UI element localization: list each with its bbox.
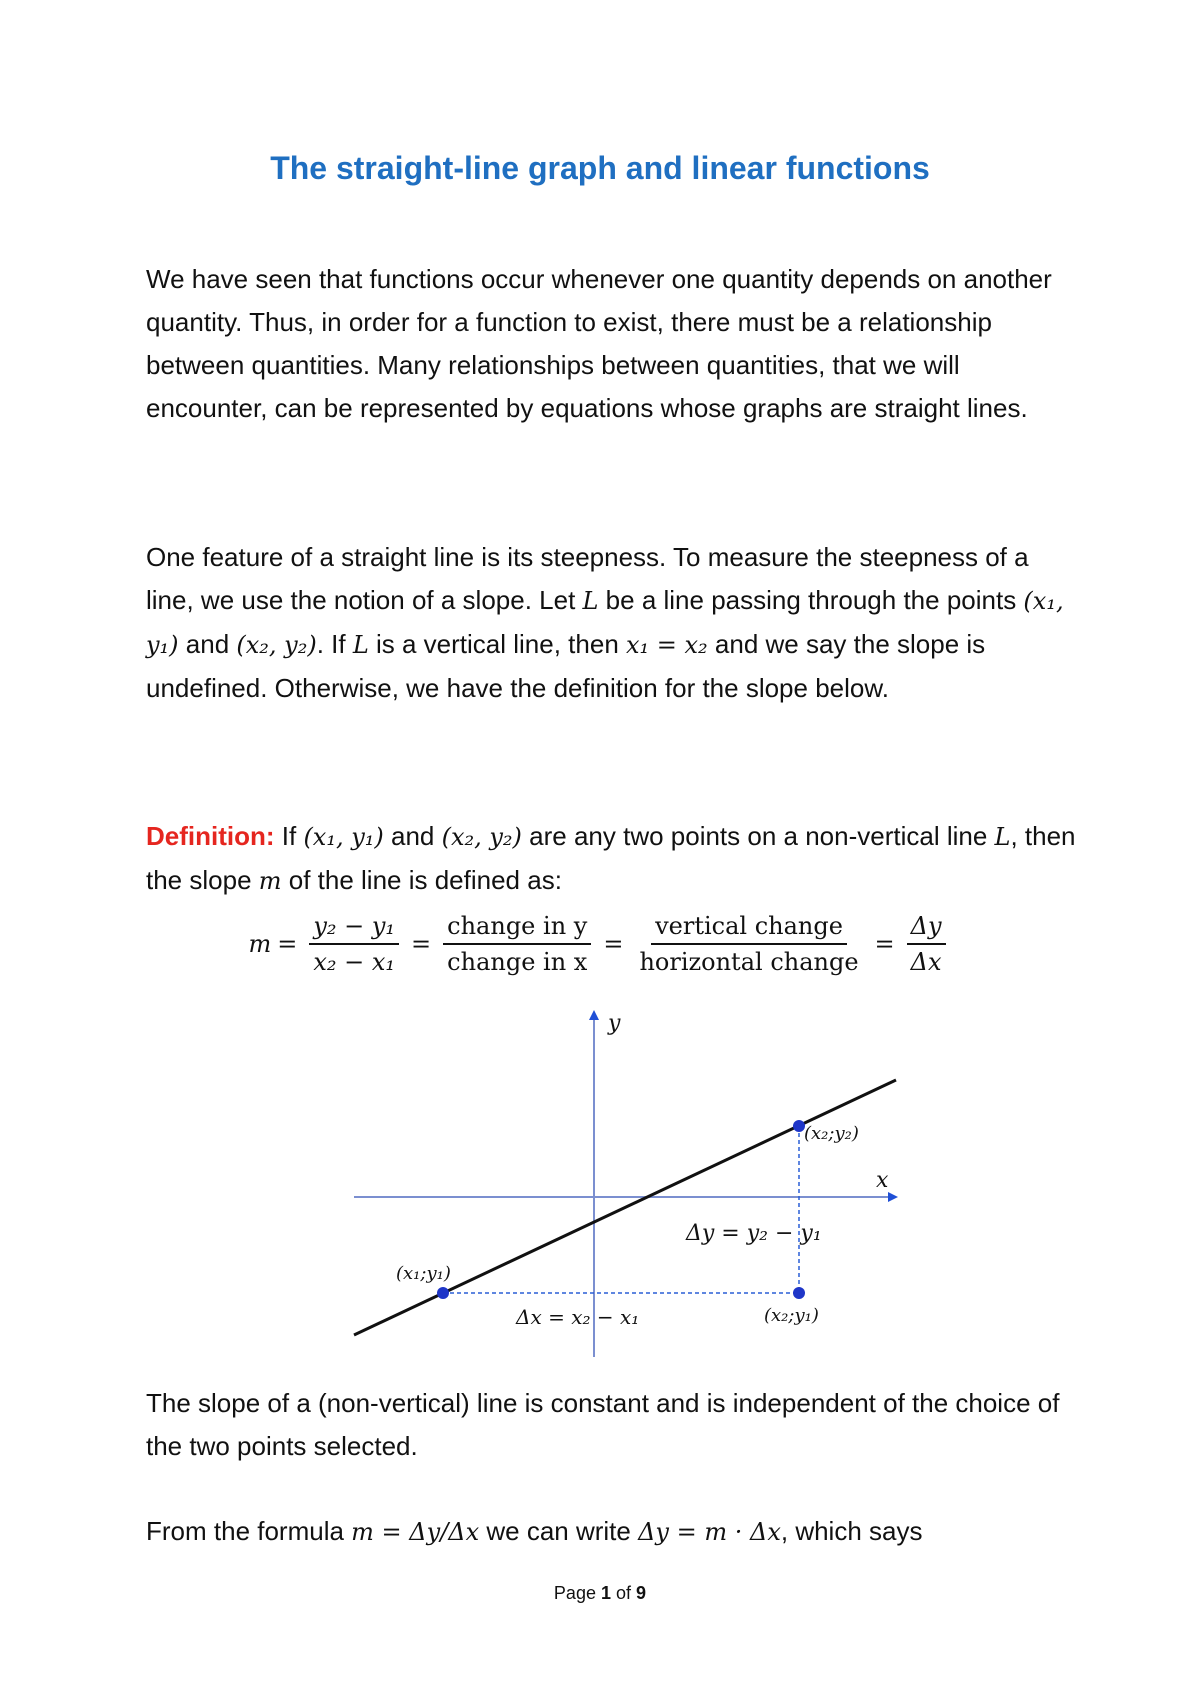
point-2-label: (x₂;y₂) xyxy=(804,1123,859,1144)
corner-point-marker xyxy=(793,1287,805,1299)
page-total: 9 xyxy=(636,1583,647,1603)
corner-point-label: (x₂;y₁) xyxy=(764,1305,819,1326)
fraction-change xyxy=(443,912,591,976)
formula-lhs: m xyxy=(248,930,272,958)
slope-paragraph xyxy=(146,536,1076,710)
denominator: x₂ − x₁ xyxy=(313,948,396,976)
delta-y-label: Δy = y₂ − y₁ xyxy=(686,1221,822,1246)
definition-paragraph xyxy=(146,815,1076,903)
math-slope-formula: m = Δy/Δx xyxy=(351,1518,480,1546)
equals-sign: = xyxy=(411,930,432,958)
slope-formula xyxy=(0,912,1200,976)
slope-diagram xyxy=(0,995,1200,1375)
text: and xyxy=(383,821,442,851)
denominator: change in x xyxy=(447,948,588,976)
text: and we say the slope is undefined. Otherwise, we have the definition for the slope below. xyxy=(146,629,986,703)
definition-label: Definition: xyxy=(146,821,275,851)
text: we can write xyxy=(479,1516,639,1546)
x-axis-label: x xyxy=(876,1168,889,1193)
straight-line xyxy=(354,1080,896,1335)
text: is a vertical line, then xyxy=(368,629,626,659)
y-axis-label: y xyxy=(608,1011,621,1036)
math-L: L xyxy=(582,587,599,615)
constant-slope-paragraph: The slope of a (non-vertical) line is constant and is independent of the choice of the two points selected. xyxy=(146,1388,1060,1461)
denominator: horizontal change xyxy=(639,948,859,976)
math-point-1: (x₁, y₁) xyxy=(146,587,1064,659)
text: are any two points on a non-vertical line xyxy=(521,821,995,851)
math-m: m xyxy=(258,867,282,895)
denominator: Δx xyxy=(910,948,942,976)
text: One feature of a straight line is its steepness. To measure the steepness of a line, we use the notion of a slope. Let xyxy=(146,542,1029,615)
page-word: Page xyxy=(553,1583,596,1603)
equals-sign: = xyxy=(603,930,624,958)
numerator: change in y xyxy=(443,912,591,945)
page-footer xyxy=(0,1583,1200,1604)
numerator: Δy xyxy=(907,912,946,945)
text: , which says xyxy=(780,1516,923,1546)
fraction-delta xyxy=(907,912,946,976)
text: , then the slope xyxy=(146,821,1076,895)
delta-x-label: Δx = x₂ − x₁ xyxy=(516,1305,640,1329)
math-L: L xyxy=(352,631,369,659)
math-L: L xyxy=(994,823,1011,851)
page-number: 1 xyxy=(600,1583,611,1603)
text: of the line is defined as: xyxy=(281,865,562,895)
math-point-1: (x₁, y₁) xyxy=(303,823,384,851)
of-word: of xyxy=(616,1583,632,1603)
math-delta-formula: Δy = m · Δx xyxy=(638,1518,781,1546)
intro-paragraph: We have seen that functions occur whenever one quantity depends on another quantity. Thus, in order for a function to exist, there must be a relationship between quantities. Many relationships between quantities, that we will encounter, can be represented by equations whose graphs are straight lines. xyxy=(146,264,1052,423)
text: be a line passing through the points xyxy=(598,585,1024,615)
equals-sign: = xyxy=(277,930,298,958)
formula-paragraph xyxy=(146,1510,1076,1554)
text: If xyxy=(274,821,304,851)
point-1-marker xyxy=(437,1287,449,1299)
page-title: The straight-line graph and linear functions xyxy=(270,150,930,186)
text: From the formula xyxy=(146,1516,352,1546)
text: and xyxy=(178,629,237,659)
math-point-2: (x₂, y₂) xyxy=(236,631,317,659)
fraction-vertical-horizontal xyxy=(635,912,862,976)
numerator: vertical change xyxy=(651,912,847,945)
numerator: y₂ − y₁ xyxy=(309,912,399,945)
math-x-equality: x₁ = x₂ xyxy=(626,631,708,659)
text: . If xyxy=(316,629,353,659)
fraction-coordinates xyxy=(309,912,399,976)
equals-sign: = xyxy=(874,930,895,958)
math-point-2: (x₂, y₂) xyxy=(441,823,522,851)
point-1-label: (x₁;y₁) xyxy=(396,1263,451,1284)
